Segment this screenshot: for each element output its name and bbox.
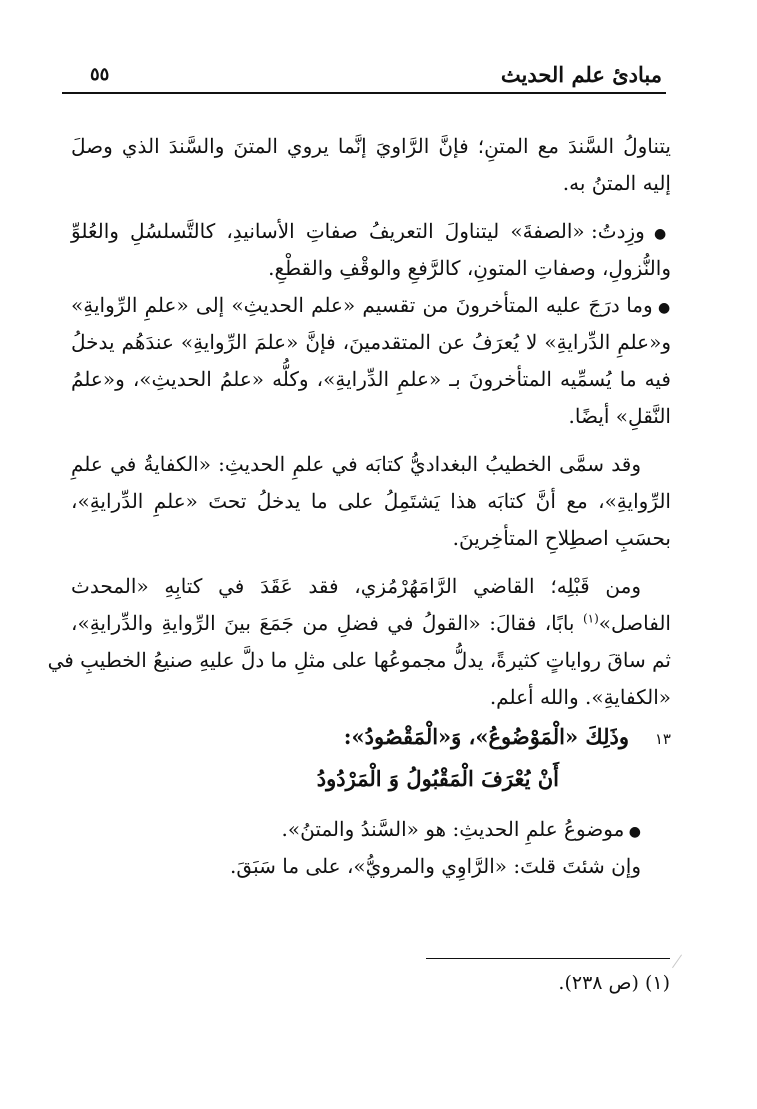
text-line: فيه ما يُسمِّيه المتأخرونَ بـ «علمِ الدِّرايةِ»، وكلُّه «علمُ الحديثِ»، و«علمُ [71,367,671,391]
text-line: وقد سمَّى الخطيبُ البغداديُّ كتابَه في علمِ الحديثِ: «الكفايةُ في علمِ [71,452,641,476]
paragraph-khatib [71,446,671,557]
bullet-line: ● موضوعُ علمِ الحديثِ: هو «السَّندُ والمتنُ». [71,811,671,848]
text-line: يتناولُ السَّندَ مع المتنِ؛ فإنَّ الرَّاويَ إنَّما يروي المتنَ والسَّندَ الذي وصلَ [71,134,671,158]
paragraph-sanad-matn [71,128,671,202]
bullet-line: ● وزِدتُ: «الصفةَ» ليتناولَ التعريفُ صفاتِ الأسانيدِ، كالتَّسلسُلِ والعُلوِّ [71,213,671,250]
running-title: مبادئ علم الحديث [500,62,662,87]
text-span: بابًا، فقالَ: «القولُ في فضلِ من جَمَعَ بينَ الرِّوايةِ والدِّرايةِ»، [71,611,583,635]
bullet-line: ● وما درَجَ عليه المتأخرونَ من تقسيم «علم الحديثِ» إلى «علمِ الرِّوايةِ» [71,287,671,324]
verse-block [71,716,671,800]
text-line: ثم ساقَ رواياتٍ كثيرةً، يدلُّ مجموعُها على مثلِ ما دلَّ عليهِ صنيعُ الخطيبِ في [47,648,671,672]
verse-number: ١٣ [654,730,671,748]
paragraph-sifa [71,213,671,287]
text-line: بحسَبِ اصطِلاحِ المتأخِرينَ. [452,526,671,550]
body-text [47,128,671,885]
paragraph-mutaakhirun [71,287,671,435]
verse-line: أَنْ يُعْرَفَ الْمَقْبُولُ وَ الْمَرْدُودُ [316,766,559,791]
text-span: الفاصل» [598,611,671,635]
verse-line [71,716,671,758]
text-line [71,605,671,642]
text-line: إليه المتنُ به. [562,171,671,195]
text-line: والنُّزولِ، وصفاتِ المتونِ، كالرَّفعِ والوقْفِ والقطْعِ. [268,256,671,280]
text-line: و«علمِ الدِّرايةِ» لا يُعرَفُ عن المتقدمينَ، فإنَّ «علمَ الرِّوايةِ» عندَهُم يدخلُ [71,330,671,354]
text-line: النَّقلِ» أيضًا. [568,404,671,428]
paragraph-ramahurmuzi [47,568,671,716]
footnote: (١) (ص ٢٣٨). [558,972,670,994]
page-number: ٥٥ [90,64,110,85]
verse-text: وذَلِكَ «الْمَوْضُوعُ»، وَ«الْمَقْصُودُ»: [343,724,629,749]
text-line: الرِّوايةِ»، مع أنَّ كتابَه هذا يَشتَمِلُ على ما يدخلُ تحتَ «علمِ الدِّرايةِ»، [71,489,671,513]
closing-paragraph [71,811,671,885]
text-line: ومن قَبْلِه؛ القاضي الرَّامَهُرْمُزي، فقد عَقَدَ في كتابِهِ «المحدث [71,574,641,598]
text-line: وإن شئتَ قلتَ: «الرَّاوِي والمرويُّ»، على ما سَبَقَ. [230,854,641,878]
text-line: «الكفايةِ». والله أعلم. [489,685,671,709]
page-corner-mark [672,954,687,971]
page-header [62,58,666,94]
footnote-ref[interactable]: (١) [582,611,599,626]
footnote-divider [426,958,670,959]
